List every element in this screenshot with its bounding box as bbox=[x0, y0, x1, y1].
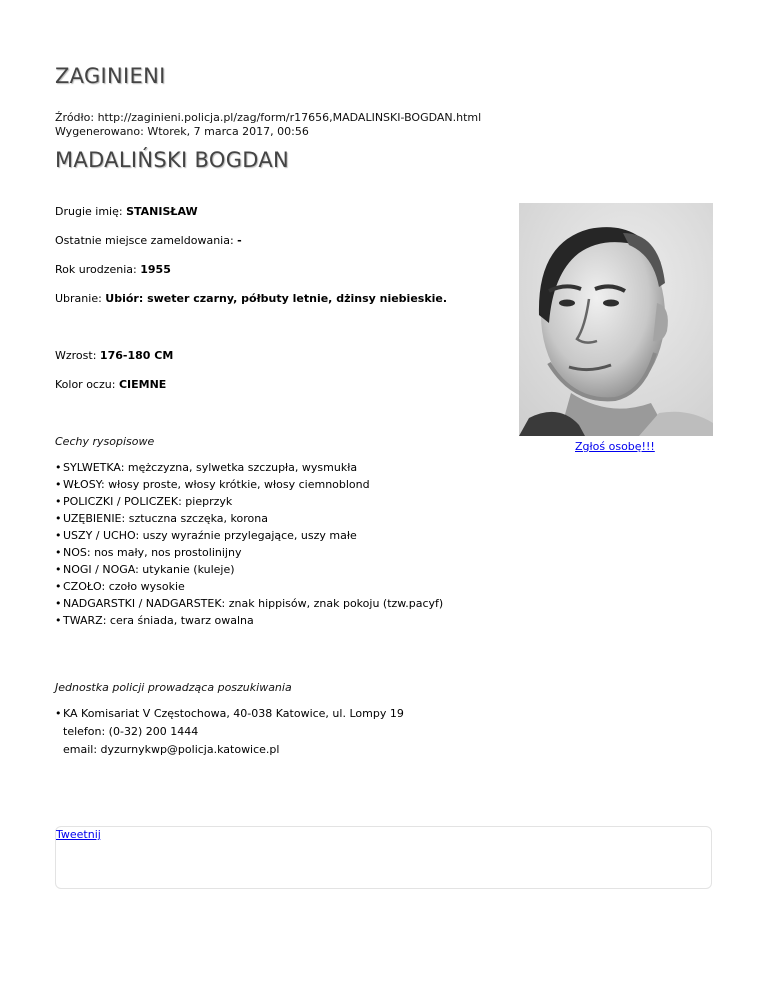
field-birth-year bbox=[55, 263, 171, 277]
list-item: • NADGARSTKI / NADGARSTEK: znak hippisów, znak pokoju (tzw.pacyf) bbox=[55, 595, 443, 612]
unit-email: email: dyzurnykwp@policja.katowice.pl bbox=[63, 743, 280, 756]
list-item: • CZOŁO: czoło wysokie bbox=[55, 578, 443, 595]
field-label: Ostatnie miejsce zameldowania: bbox=[55, 234, 238, 247]
field-value: 176-180 CM bbox=[99, 349, 174, 362]
tweet-link[interactable]: Tweetnij bbox=[56, 828, 101, 841]
field-middle-name bbox=[55, 205, 198, 219]
unit-heading: Jednostka policji prowadząca poszukiwania bbox=[55, 681, 292, 694]
list-item: • POLICZKI / POLICZEK: pieprzyk bbox=[55, 493, 443, 510]
report-person-link[interactable]: Zgłoś osobę!!! bbox=[575, 440, 655, 453]
field-value: STANISŁAW bbox=[126, 205, 198, 218]
unit-name: • KA Komisariat V Częstochowa, 40-038 Katowice, ul. Lompy 19 bbox=[63, 707, 404, 720]
list-item: • UZĘBIENIE: sztuczna szczęka, korona bbox=[55, 510, 443, 527]
field-label: Ubranie: bbox=[55, 292, 106, 305]
field-value: Ubiór: sweter czarny, półbuty letnie, dżinsy niebieskie. bbox=[105, 292, 448, 305]
field-clothing bbox=[55, 292, 447, 306]
unit-list bbox=[55, 705, 404, 759]
list-item: • NOS: nos mały, nos prostolinijny bbox=[55, 544, 443, 561]
person-photo bbox=[519, 203, 713, 436]
generated-line: Wygenerowano: Wtorek, 7 marca 2017, 00:56 bbox=[55, 125, 309, 138]
field-value: CIEMNE bbox=[118, 378, 167, 391]
unit-phone: telefon: (0-32) 200 1444 bbox=[63, 725, 199, 738]
list-item: • NOGI / NOGA: utykanie (kuleje) bbox=[55, 561, 443, 578]
features-heading: Cechy rysopisowe bbox=[55, 435, 155, 448]
field-label: Drugie imię: bbox=[55, 205, 127, 218]
list-item: • WŁOSY: włosy proste, włosy krótkie, włosy ciemnoblond bbox=[55, 476, 443, 493]
field-value: 1955 bbox=[140, 263, 171, 276]
features-list bbox=[55, 459, 443, 629]
field-label: Kolor oczu: bbox=[55, 378, 119, 391]
list-item: • SYLWETKA: mężczyzna, sylwetka szczupła, wysmukła bbox=[55, 459, 443, 476]
field-height bbox=[55, 349, 173, 363]
list-item: • TWARZ: cera śniada, twarz owalna bbox=[55, 612, 443, 629]
field-eye-color bbox=[55, 378, 166, 392]
site-title: ZAGINIENI bbox=[55, 64, 166, 88]
field-residence bbox=[55, 234, 242, 248]
field-value: - bbox=[237, 234, 242, 247]
source-line: Źródło: http://zaginieni.policja.pl/zag/form/r17656,MADALINSKI-BOGDAN.html bbox=[55, 111, 482, 124]
list-item: • USZY / UCHO: uszy wyraźnie przylegające, uszy małe bbox=[55, 527, 443, 544]
list-item bbox=[55, 705, 404, 759]
share-box bbox=[55, 826, 712, 889]
field-label: Wzrost: bbox=[55, 349, 100, 362]
field-label: Rok urodzenia: bbox=[55, 263, 141, 276]
source-meta bbox=[55, 111, 481, 139]
person-name: MADALIŃSKI BOGDAN bbox=[55, 148, 290, 172]
